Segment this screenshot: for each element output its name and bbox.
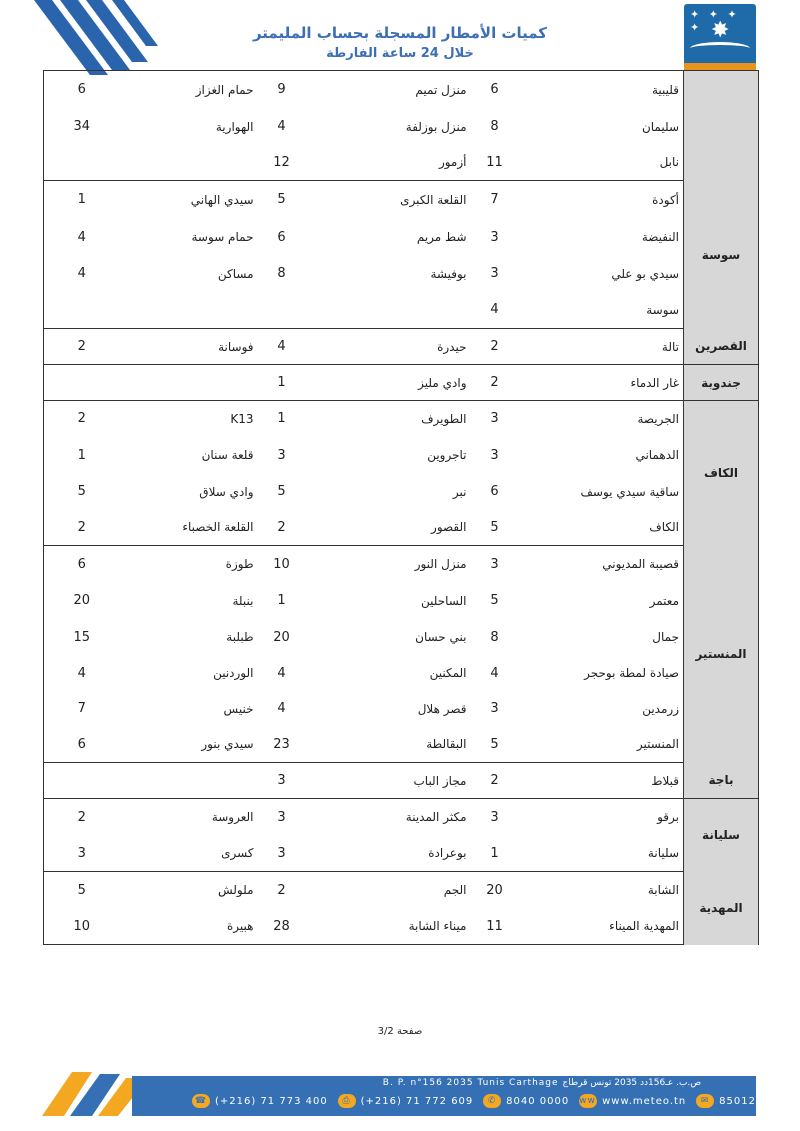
governorate-cell: جندوبة: [684, 365, 759, 401]
station-value: 2: [471, 763, 519, 799]
contact-text: 8040 0000: [506, 1095, 570, 1107]
station-name: أزمور: [306, 145, 471, 181]
contact-item: [483, 1094, 569, 1108]
station-name: الطويرف: [421, 411, 467, 426]
table-row: [44, 401, 759, 437]
station-value: 3: [490, 266, 499, 281]
station-name: الساحلين: [421, 593, 467, 608]
station-value: 3: [44, 836, 120, 872]
station-name: سيدي الهاني: [190, 192, 254, 207]
station-name: نبر: [452, 484, 467, 499]
station-name: غار الدماء: [519, 365, 684, 401]
station-value: 4: [44, 256, 120, 292]
station-name: هبيرة: [120, 909, 258, 945]
station-name: جمال: [652, 630, 679, 644]
title-line1: كميات الأمطار المسجلة بحساب المليمتر: [252, 24, 548, 42]
station-name: قصيبة المديوني: [602, 557, 679, 572]
station-name: وادي سلاق: [199, 484, 254, 499]
logo-wave-icon: [690, 42, 750, 55]
station-name: بنبلة: [232, 593, 254, 608]
station-value: 10: [44, 909, 120, 945]
station-value: 6: [44, 546, 120, 583]
station-name: الوردنين: [213, 666, 254, 680]
station-name: تاجروين: [427, 448, 467, 462]
table-row: [44, 474, 759, 510]
table-row: [44, 71, 759, 109]
station-value: 3: [258, 763, 306, 799]
station-value: 2: [471, 365, 519, 401]
station-name: بوعرادة: [306, 836, 471, 872]
station-name: مجاز الباب: [306, 763, 471, 799]
table-row: [44, 510, 759, 546]
station-name: الشابة: [647, 883, 679, 898]
station-name: منزل تميم: [306, 71, 471, 109]
station-name: [120, 365, 258, 401]
contact-item: [338, 1094, 474, 1108]
station-value: 1: [258, 365, 306, 401]
station-name: المكنين: [429, 666, 467, 680]
station-value: 7: [44, 691, 120, 727]
governorate-cell: الكاف: [684, 401, 759, 546]
station-value: 5: [490, 593, 499, 608]
contact-text: www.meteo.tn: [602, 1095, 687, 1107]
station-value: 4: [277, 701, 286, 716]
table-row: [44, 181, 759, 219]
table-row: [44, 836, 759, 872]
station-value: 6: [471, 71, 519, 109]
table-row: [44, 763, 759, 799]
station-value: 1: [44, 437, 120, 474]
station-name: طبلبة: [226, 630, 254, 644]
station-name: مساكن: [217, 266, 254, 281]
contact-item: [696, 1094, 756, 1108]
governorate-cell: المهدية: [684, 872, 759, 945]
table-row: [44, 872, 759, 909]
rainfall-table: [43, 70, 759, 945]
governorate-cell: باجة: [684, 763, 759, 799]
station-value: 3: [490, 809, 499, 825]
station-name: القصور: [306, 510, 471, 546]
station-value: [44, 365, 120, 401]
station-value: 3: [490, 447, 499, 463]
table-row: [44, 583, 759, 619]
table-row: [44, 145, 759, 181]
station-value: 8: [490, 629, 499, 645]
station-name: سليمان: [641, 119, 679, 134]
table-row: [44, 799, 759, 836]
station-name: المهدية الميناء: [519, 909, 684, 945]
table-row: [44, 219, 759, 256]
contact-item: [579, 1094, 686, 1108]
governorate-cell: سليانة: [684, 799, 759, 872]
footer-address: B. P. n°156 2035 Tunis Carthage ص.ب. عـ156دد 2035 تونس قرطاج: [382, 1078, 702, 1088]
station-name: [120, 292, 258, 329]
station-name: طوزة: [225, 557, 254, 572]
station-value: [258, 292, 306, 329]
table-row: [44, 909, 759, 945]
station-value: 1: [277, 593, 286, 608]
table-row: [44, 619, 759, 656]
station-name: قليبية: [519, 71, 684, 109]
logo-sun-icon: ✸: [711, 18, 730, 43]
station-name: سليانة: [519, 836, 684, 872]
footer-band: [132, 1076, 756, 1116]
station-name: سوسة: [519, 292, 684, 329]
station-value: 20: [486, 882, 503, 898]
station-value: 3: [258, 836, 306, 872]
station-name: K13: [230, 411, 254, 426]
station-name: [120, 145, 258, 181]
station-value: 2: [44, 510, 120, 546]
station-value: 5: [471, 510, 519, 546]
station-value: 4: [490, 665, 499, 681]
station-name: القلعة الكبرى: [400, 192, 467, 207]
fax-icon: ⎙: [338, 1094, 356, 1108]
table-row: [44, 437, 759, 474]
table-row: [44, 329, 759, 365]
station-value: 4: [44, 656, 120, 691]
station-value: 2: [471, 329, 519, 365]
station-value: 8: [277, 266, 286, 281]
sms-icon: ✉: [696, 1094, 714, 1108]
web-icon: www: [579, 1096, 605, 1106]
station-name: أكودة: [652, 192, 679, 207]
logo-stars-icon: ✦ ✦ ✦ ✦: [690, 8, 740, 34]
station-value: 9: [258, 71, 306, 109]
station-name: وادي مليز: [306, 365, 471, 401]
call-icon: ✆: [483, 1094, 501, 1108]
station-name: العروسة: [211, 810, 254, 825]
contact-text: (+216) 71 773 400: [215, 1095, 328, 1107]
governorate-cell: القصرين: [684, 329, 759, 365]
contact-text: 85012: [719, 1095, 756, 1107]
station-name: القلعة الخصباء: [120, 510, 258, 546]
station-name: كسرى: [120, 836, 258, 872]
station-name: نابل: [519, 145, 684, 181]
station-name: خنيس: [223, 701, 254, 716]
station-value: 5: [277, 192, 286, 208]
station-value: 3: [490, 556, 499, 572]
table-row: [44, 256, 759, 292]
station-value: [44, 292, 120, 329]
station-value: 11: [471, 145, 519, 181]
station-name: الجم: [443, 883, 467, 898]
footer: [42, 1062, 756, 1116]
station-name: البقالطة: [306, 727, 471, 763]
station-value: 3: [277, 809, 286, 825]
institute-logo: [684, 4, 756, 72]
page-title: [150, 24, 650, 61]
station-name: الجريصة: [637, 411, 679, 426]
station-value: 28: [258, 909, 306, 945]
station-value: 5: [44, 872, 120, 909]
station-name: حمام سوسة: [191, 230, 254, 244]
station-value: 3: [490, 411, 499, 427]
station-name: تالة: [519, 329, 684, 365]
station-value: 6: [277, 229, 286, 245]
contact-text: (+216) 71 772 609: [360, 1095, 474, 1107]
station-name: الهوارية: [215, 119, 254, 134]
station-name: الدهماني: [635, 448, 679, 462]
station-name: ساقية سيدي يوسف: [580, 484, 679, 499]
table-row: [44, 109, 759, 145]
table-row: [44, 691, 759, 727]
station-value: 20: [273, 629, 290, 645]
station-value: 5: [44, 474, 120, 510]
table-row: [44, 656, 759, 691]
station-name: سيدي بنور: [120, 727, 258, 763]
table-row: [44, 546, 759, 583]
station-name: معتمر: [649, 593, 679, 608]
station-value: 1: [44, 181, 120, 219]
station-value: 4: [44, 219, 120, 256]
governorate-cell: المنستير: [684, 546, 759, 763]
station-value: 7: [490, 192, 499, 208]
station-name: فوسانة: [120, 329, 258, 365]
station-value: 34: [44, 109, 120, 145]
station-value: 6: [44, 727, 120, 763]
station-value: 23: [258, 727, 306, 763]
station-value: 11: [471, 909, 519, 945]
station-name: [306, 292, 471, 329]
station-name: قلعة سنان: [201, 448, 254, 462]
station-value: 3: [277, 447, 286, 463]
station-value: 2: [44, 799, 120, 836]
station-value: 1: [471, 836, 519, 872]
page-number: صفحة 3/2: [377, 1026, 423, 1037]
station-name: المنستير: [519, 727, 684, 763]
station-value: [44, 145, 120, 181]
station-name: ملولش: [217, 883, 254, 898]
station-value: 20: [44, 583, 120, 619]
station-name: حمام الغزاز: [120, 71, 258, 109]
station-name: منزل بوزلفة: [405, 119, 467, 134]
table-row: [44, 365, 759, 401]
station-value: 2: [44, 329, 120, 365]
station-name: ميناء الشابة: [306, 909, 471, 945]
station-name: صيادة لمطة بوحجر: [584, 666, 679, 680]
title-line2: خلال 24 ساعة الفارطة: [326, 46, 474, 61]
station-value: 6: [490, 484, 499, 499]
station-value: 12: [258, 145, 306, 181]
station-name: بني حسان: [415, 630, 467, 644]
station-value: 5: [471, 727, 519, 763]
station-value: 5: [277, 484, 286, 499]
station-name: قبلاط: [519, 763, 684, 799]
station-name: قصر هلال: [417, 701, 467, 716]
station-name: سيدي بو علي: [611, 266, 679, 281]
station-value: 2: [44, 401, 120, 437]
footer-contacts: [192, 1094, 756, 1108]
table-row: [44, 292, 759, 329]
contact-item: [192, 1094, 328, 1108]
station-name: النفيضة: [641, 230, 679, 244]
station-value: 6: [44, 71, 120, 109]
station-value: 4: [277, 119, 286, 134]
station-value: 1: [277, 411, 286, 427]
station-value: 4: [471, 292, 519, 329]
phone-icon: ☎: [192, 1094, 210, 1108]
station-name: بوفيشة: [430, 266, 467, 281]
table-row: [44, 727, 759, 763]
station-value: 3: [490, 229, 499, 245]
station-value: 15: [44, 619, 120, 656]
station-value: 4: [277, 665, 286, 681]
governorate-cell: سوسة: [684, 181, 759, 329]
station-name: الكاف: [519, 510, 684, 546]
station-value: 2: [258, 510, 306, 546]
station-value: [44, 763, 120, 799]
station-value: 8: [490, 119, 499, 134]
station-name: حيدرة: [306, 329, 471, 365]
station-name: [120, 763, 258, 799]
station-name: زرمدين: [642, 701, 679, 716]
station-name: شط مريم: [416, 230, 467, 244]
station-value: 2: [277, 882, 286, 898]
station-value: 10: [273, 556, 290, 572]
decorative-stripes: [0, 0, 160, 75]
station-value: 4: [258, 329, 306, 365]
station-value: 3: [490, 701, 499, 716]
footer-accent-stripes: [42, 1062, 137, 1116]
governorate-cell: [684, 71, 759, 181]
station-name: برقو: [657, 810, 679, 825]
station-name: مكثر المدينة: [405, 810, 467, 825]
station-name: منزل النور: [414, 557, 467, 572]
